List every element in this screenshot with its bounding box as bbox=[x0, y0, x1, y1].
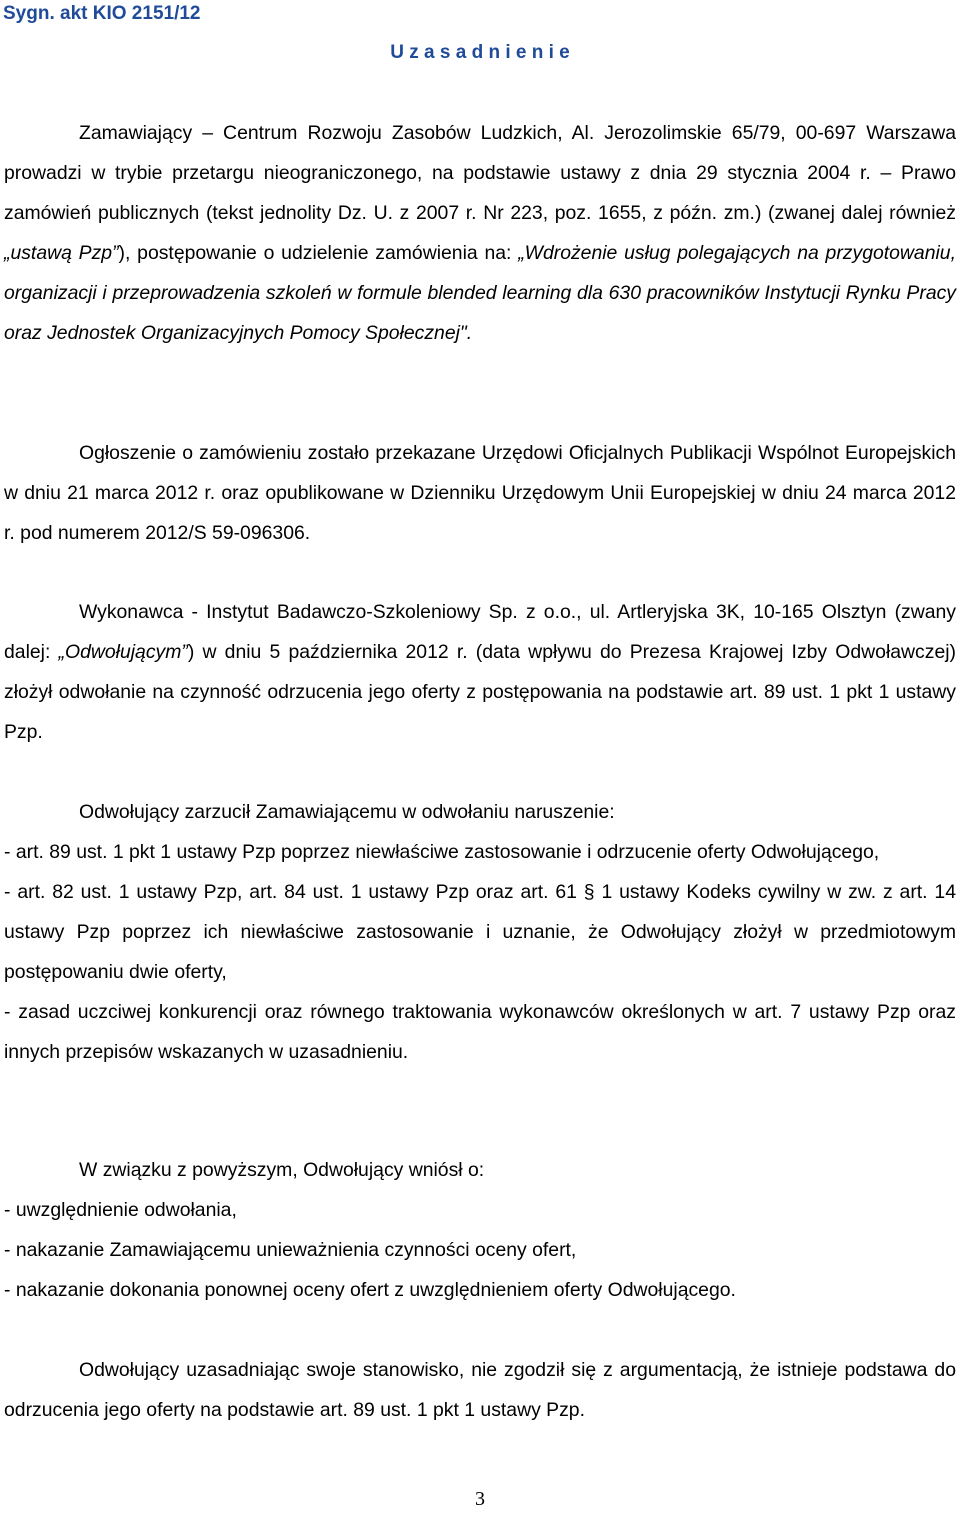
paragraph-contracting-authority bbox=[4, 113, 956, 353]
paragraph-italic-text: „Odwołującym” bbox=[58, 641, 188, 663]
paragraph-text: Wykonawca - Instytut Badawczo-Szkoleniowy Sp. z o.o., ul. Artleryjska 3K, 10-165 Olsztyn (zwany dalej: bbox=[4, 601, 956, 663]
allegation-item: - art. 89 ust. 1 pkt 1 ustawy Pzp poprzez niewłaściwe zastosowanie i odrzucenie oferty Odwołującego, bbox=[4, 841, 880, 863]
request-item: - nakazanie dokonania ponownej oceny ofert z uwzględnieniem oferty Odwołującego. bbox=[4, 1279, 736, 1301]
paragraph-text: ), postępowanie o udzielenie zamówienia na: bbox=[118, 242, 519, 264]
paragraph-italic-text: „ustawą Pzp” bbox=[4, 242, 119, 264]
case-signature: Sygn. akt KIO 2151/12 bbox=[3, 3, 201, 24]
page-number: 3 bbox=[475, 1488, 485, 1510]
paragraph-requests bbox=[4, 1150, 956, 1310]
paragraph-allegations bbox=[4, 792, 956, 1072]
paragraph-appellant bbox=[4, 592, 956, 752]
paragraph-justification: Odwołujący uzasadniając swoje stanowisko, nie zgodził się z argumentacją, że istnieje podstawa do odrzucenia jego oferty na podstawie art. 89 ust. 1 pkt 1 ustawy Pzp. bbox=[4, 1359, 956, 1421]
request-item: - nakazanie Zamawiającemu unieważnienia czynności oceny ofert, bbox=[4, 1239, 577, 1261]
paragraph-notice: Ogłoszenie o zamówieniu zostało przekazane Urzędowi Oficjalnych Publikacji Wspólnot Europejskich w dniu 21 marca 2012 r. oraz opublikowane w Dzienniku Urzędowym Unii Europejskiej w dniu 24 marca 2012 r. pod numerem 2012/S 59-096306. bbox=[4, 442, 956, 544]
allegation-item: - art. 82 ust. 1 ustawy Pzp, art. 84 ust. 1 ustawy Pzp oraz art. 61 § 1 ustawy Kodeks cywilny w zw. z art. 14 ustawy Pzp poprzez ich niewłaściwe zastosowanie i uznanie, że Odwołujący złożył w przedmiotowym postępowaniu dwie oferty, bbox=[4, 881, 956, 983]
request-item: - uwzględnienie odwołania, bbox=[4, 1199, 237, 1221]
allegations-intro: Odwołujący zarzucił Zamawiającemu w odwołaniu naruszenie: bbox=[79, 801, 615, 823]
paragraph-text: Zamawiający – Centrum Rozwoju Zasobów Ludzkich, Al. Jerozolimskie 65/79, 00-697 Warszawa prowadzi w trybie przetargu nieograniczonego, na podstawie ustawy z dnia 29 stycznia 2004 r. – Prawo zamówień publicznych (tekst jednolity Dz. U. z 2007 r. Nr 223, poz. 1655, z późn. zm.) (zwanej dalej również bbox=[4, 122, 956, 224]
document-title: U z a s a d n i e n i e bbox=[390, 42, 570, 63]
contract-subject-text: „Wdrożenie usług polegających na przygotowaniu, organizacji i przeprowadzenia szkoleń w formule blended learning dla 630 pracowników Instytucji Rynku Pracy oraz Jednostek Organizacyjnych Pomocy Społecznej". bbox=[4, 242, 956, 344]
paragraph-text: ) w dniu 5 października 2012 r. (data wpływu do Prezesa Krajowej Izby Odwoławczej) złożył odwołanie na czynność odrzucenia jego oferty z postępowania na podstawie art. 89 ust. 1 pkt 1 ustawy Pzp. bbox=[4, 641, 956, 743]
requests-intro: W związku z powyższym, Odwołujący wniósł o: bbox=[79, 1159, 485, 1181]
allegation-item: - zasad uczciwej konkurencji oraz równego traktowania wykonawców określonych w art. 7 ustawy Pzp oraz innych przepisów wskazanych w uzasadnieniu. bbox=[4, 1001, 956, 1063]
